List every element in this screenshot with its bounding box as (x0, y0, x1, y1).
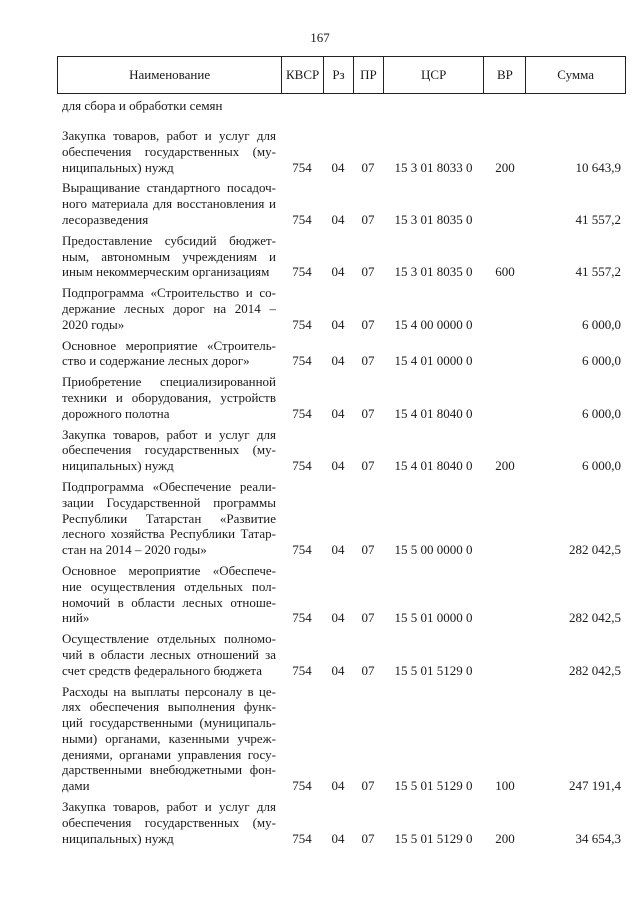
row-rz: 04 (331, 610, 345, 626)
row-name-line: Закупка товаров, работ и услуг для (62, 426, 276, 442)
row-name (62, 631, 281, 678)
row-kvsr: 754 (292, 458, 312, 474)
row-name (62, 427, 281, 474)
row-name (62, 563, 281, 626)
row-name-line: лесного хозяйства Республики Татар- (62, 526, 276, 542)
row-kvsr: 754 (292, 662, 312, 678)
row-kvsr: 754 (292, 353, 312, 369)
row-rz: 04 (331, 405, 345, 421)
row-name-line: Приобретение специализированной (62, 374, 276, 390)
row-name-line: Предоставление субсидий бюджет- (62, 232, 276, 248)
row-pr: 07 (361, 458, 375, 474)
row-name-line: ниципальных) нужд (62, 458, 174, 474)
row-csr: 15 5 01 0000 0 (394, 610, 473, 626)
header-name: Наименование (129, 67, 211, 82)
row-kvsr: 754 (292, 830, 312, 846)
table-row (57, 684, 626, 795)
table-row (57, 180, 626, 227)
row-name-line: Выращивание стандартного посадоч- (62, 180, 276, 196)
row-csr: 15 5 01 5129 0 (394, 778, 473, 794)
row-name-line: дениями, органами управления госу- (62, 746, 276, 762)
row-rz: 04 (331, 353, 345, 369)
row-csr: 15 3 01 8035 0 (394, 211, 473, 227)
header-kvsr: КВСР (281, 57, 323, 93)
row-name (62, 374, 281, 421)
row-rz: 04 (331, 264, 345, 280)
row-name-line: Расходы на выплаты персоналу в це- (62, 683, 276, 699)
row-sum: 6 000,0 (582, 458, 621, 474)
row-name-line: лесоразведения (62, 211, 149, 227)
row-vr: 100 (495, 778, 515, 794)
row-kvsr: 754 (292, 159, 312, 175)
row-sum: 10 643,9 (575, 159, 621, 175)
row-pr: 07 (361, 316, 375, 332)
row-name (62, 233, 281, 280)
row-name-line: дарственными внебюджетными фон- (62, 762, 276, 778)
header-vr: ВР (483, 57, 525, 93)
row-name-line: ние осуществления отдельных пол- (62, 578, 276, 594)
table-row (57, 233, 626, 280)
row-vr: 200 (495, 458, 515, 474)
row-name (62, 128, 281, 175)
row-name-line: Осуществление отдельных полномо- (62, 631, 276, 647)
row-name-line: ниципальных) нужд (62, 159, 174, 175)
row-name (62, 684, 281, 795)
header-rz: Рз (323, 57, 353, 93)
row-name-line: Подпрограмма «Строительство и со- (62, 285, 276, 301)
row-csr: 15 3 01 8033 0 (394, 159, 473, 175)
row-rz: 04 (331, 211, 345, 227)
row-name-line: зации Государственной программы (62, 494, 276, 510)
row-name-line: держание лесных дорог на 2014 – (62, 300, 276, 316)
row-name-line: 2020 годы» (62, 316, 125, 332)
row-csr: 15 5 00 0000 0 (394, 542, 473, 558)
row-name-line: ний» (62, 610, 90, 626)
table-row (57, 563, 626, 626)
header-pr: ПР (353, 57, 383, 93)
row-name-line: стан на 2014 – 2020 годы» (62, 542, 207, 558)
row-name-line: иным некоммерческим организациям (62, 264, 270, 280)
row-sum: 6 000,0 (582, 405, 621, 421)
row-name-line: обеспечения государственных (му- (62, 143, 276, 159)
continuation-text: для сбора и обработки семян (62, 98, 223, 113)
row-name-line: обеспечения государственных (му- (62, 814, 276, 830)
row-kvsr: 754 (292, 542, 312, 558)
row-pr: 07 (361, 211, 375, 227)
row-name-line: Закупка товаров, работ и услуг для (62, 128, 276, 143)
header-sum: Сумма (525, 57, 625, 93)
row-sum: 282 042,5 (569, 662, 621, 678)
row-vr: 200 (495, 159, 515, 175)
row-rz: 04 (331, 662, 345, 678)
row-name-line: ство и содержание лесных дорог» (62, 353, 250, 369)
row-name-line: дами (62, 778, 90, 794)
row-sum: 247 191,4 (569, 778, 621, 794)
row-name-line: номочий в области лесных отноше- (62, 594, 276, 610)
row-kvsr: 754 (292, 610, 312, 626)
table-body (57, 128, 626, 851)
row-vr: 200 (495, 830, 515, 846)
row-kvsr: 754 (292, 264, 312, 280)
row-rz: 04 (331, 778, 345, 794)
table-header (57, 56, 626, 94)
row-rz: 04 (331, 159, 345, 175)
row-pr: 07 (361, 830, 375, 846)
row-name-line: техники и оборудования, устройств (62, 389, 276, 405)
row-sum: 282 042,5 (569, 542, 621, 558)
row-kvsr: 754 (292, 405, 312, 421)
table-row (57, 799, 626, 846)
row-rz: 04 (331, 830, 345, 846)
row-sum: 41 557,2 (575, 211, 621, 227)
row-name-line: счет средств федерального бюджета (62, 662, 262, 678)
row-name-line: Подпрограмма «Обеспечение реали- (62, 478, 276, 494)
row-name-line: Республики Татарстан «Развитие (62, 510, 276, 526)
row-pr: 07 (361, 662, 375, 678)
row-kvsr: 754 (292, 211, 312, 227)
row-pr: 07 (361, 353, 375, 369)
table-row (57, 427, 626, 474)
row-name-line: ными) органами, казенными учреж- (62, 730, 276, 746)
row-name-line: ного материала для восстановления и (62, 196, 276, 212)
row-sum: 34 654,3 (575, 830, 621, 846)
row-name-line: обеспечения государственных (му- (62, 442, 276, 458)
row-csr: 15 3 01 8035 0 (394, 264, 473, 280)
row-csr: 15 4 01 0000 0 (394, 353, 473, 369)
table-row (57, 374, 626, 421)
row-name-line: ниципальных) нужд (62, 830, 174, 846)
row-sum: 41 557,2 (575, 264, 621, 280)
row-sum: 6 000,0 (582, 353, 621, 369)
row-name (62, 180, 281, 227)
table-row (57, 338, 626, 370)
table-row (57, 285, 626, 332)
row-pr: 07 (361, 159, 375, 175)
row-kvsr: 754 (292, 778, 312, 794)
row-name-line: лях обеспечения выполнения функ- (62, 699, 276, 715)
row-name (62, 338, 281, 370)
table-row (57, 631, 626, 678)
row-name-line: Основное мероприятие «Обеспече- (62, 562, 276, 578)
row-vr: 600 (495, 264, 515, 280)
row-pr: 07 (361, 610, 375, 626)
row-pr: 07 (361, 542, 375, 558)
table-row (57, 479, 626, 558)
row-sum: 6 000,0 (582, 316, 621, 332)
row-name-line: Закупка товаров, работ и услуг для (62, 799, 276, 815)
row-name (62, 479, 281, 558)
row-pr: 07 (361, 778, 375, 794)
row-csr: 15 4 01 8040 0 (394, 405, 473, 421)
row-pr: 07 (361, 405, 375, 421)
row-name-line: чий в области лесных отношений за (62, 646, 276, 662)
row-name-line: ций государственными (муниципаль- (62, 715, 276, 731)
row-rz: 04 (331, 542, 345, 558)
row-name (62, 285, 281, 332)
row-name-line: ным, автономным учреждениям и (62, 248, 276, 264)
row-kvsr: 754 (292, 316, 312, 332)
row-sum: 282 042,5 (569, 610, 621, 626)
row-pr: 07 (361, 264, 375, 280)
row-name-line: Основное мероприятие «Строитель- (62, 337, 276, 353)
row-name-line: дорожного полотна (62, 405, 170, 421)
table-row (57, 128, 626, 175)
row-csr: 15 4 01 8040 0 (394, 458, 473, 474)
row-name (62, 799, 281, 846)
row-csr: 15 5 01 5129 0 (394, 662, 473, 678)
row-csr: 15 5 01 5129 0 (394, 830, 473, 846)
row-rz: 04 (331, 316, 345, 332)
row-csr: 15 4 00 0000 0 (394, 316, 473, 332)
header-csr: ЦСР (383, 57, 484, 93)
row-rz: 04 (331, 458, 345, 474)
page-number: 167 (310, 30, 330, 45)
